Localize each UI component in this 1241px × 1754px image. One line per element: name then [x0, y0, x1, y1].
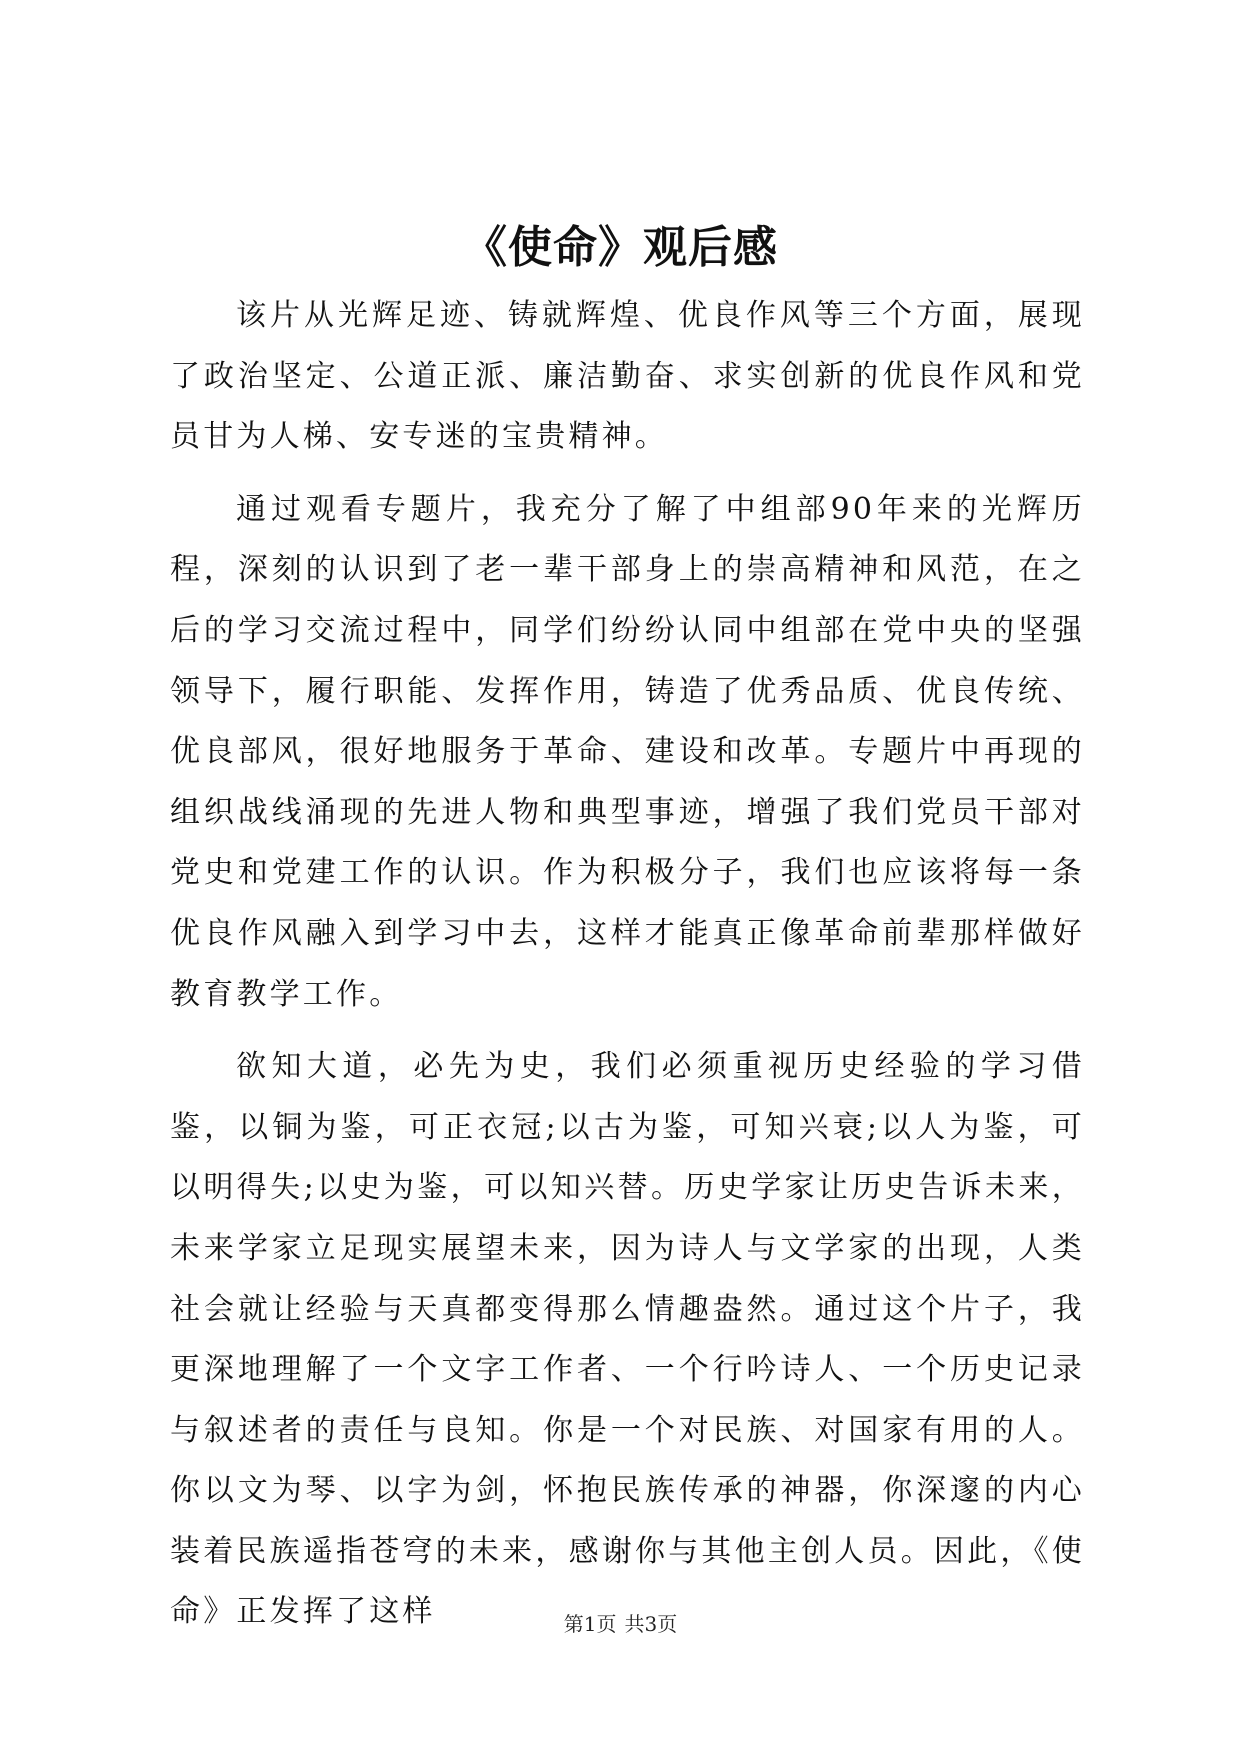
total-label: 共: [624, 1612, 645, 1636]
current-page-number: 1: [583, 1612, 597, 1636]
document-title: 《使命》观后感: [463, 222, 778, 273]
document-body: [170, 286, 1085, 1655]
paragraph-3: 欲知大道，必先为史，我们必须重视历史经验的学习借鉴，以铜为鉴，可正衣冠;以古为鉴，可知兴衰;以人为鉴，可以明得失;以史为鉴，可以知兴替。历史学家让历史告诉未来，未来学家立足现实展望未来，因为诗人与文学家的出现，人类社会就让经验与天真都变得那么情趣盎然。通过这个片子，我更深地理解了一个文字工作者、一个行吟诗人、一个历史记录与叙述者的责任与良知。你是一个对民族、对国家有用的人。你以文为琴、以字为剑，怀抱民族传承的神器，你深邃的内心装着民族遥指苍穹的未来，感谢你与其他主创人员。因此，《使命》正发挥了这样: [170, 1049, 1085, 1630]
total-label-suffix: 页: [657, 1612, 678, 1636]
page-label: 第: [563, 1612, 584, 1636]
page-label-suffix: 页: [596, 1612, 617, 1636]
paragraph-1: 该片从光辉足迹、铸就辉煌、优良作风等三个方面，展现了政治坚定、公道正派、廉洁勤奋、求实创新的优良作风和党员甘为人梯、安专迷的宝贵精神。: [170, 298, 1085, 455]
page-footer: [0, 1610, 1241, 1638]
total-page-number: 3: [644, 1612, 658, 1636]
paragraph-2: 通过观看专题片，我充分了解了中组部90年来的光辉历程，深刻的认识到了老一辈干部身上的崇高精神和风范，在之后的学习交流过程中，同学们纷纷认同中组部在党中央的坚强领导下，履行职能、发挥作用，铸造了优秀品质、优良传统、优良部风，很好地服务于革命、建设和改革。专题片中再现的组织战线涌现的先进人物和典型事迹，增强了我们党员干部对党史和党建工作的认识。作为积极分子，我们也应该将每一条优良作风融入到学习中去，这样才能真正像革命前辈那样做好教育教学工作。: [170, 491, 1085, 1012]
